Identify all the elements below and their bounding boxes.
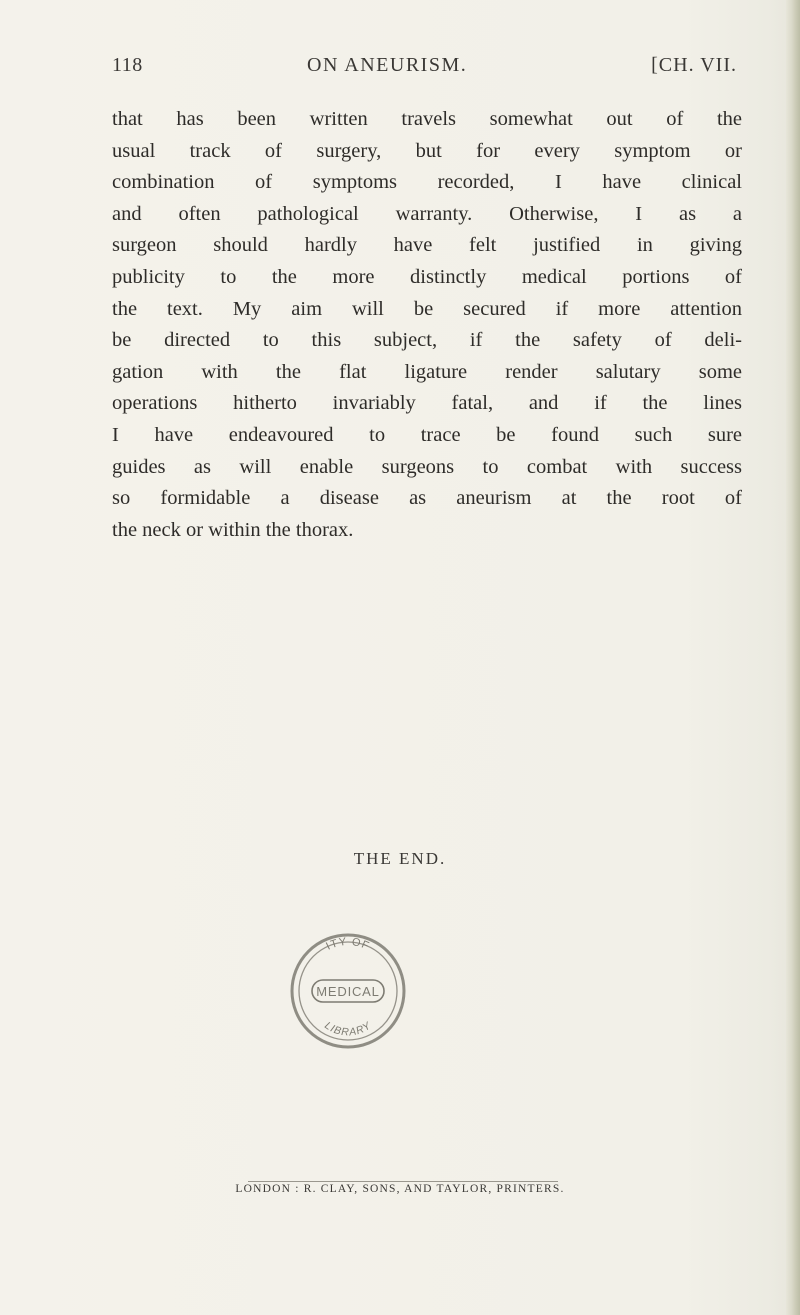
stamp-bottom-text: LIBRARY [322, 1019, 374, 1039]
text-line: be directed to this subject, if the safety of deli- [112, 329, 742, 352]
text-line: guides as will enable surgeons to combat with success [112, 455, 742, 478]
stamp-center-text: MEDICAL [316, 984, 380, 999]
text-line: operations hitherto invariably fatal, and if the lines [112, 392, 742, 415]
text-line: and often pathological warranty. Otherwise, I as a [112, 202, 742, 225]
stamp-top-text: ITY OF [324, 935, 372, 953]
running-title: ON ANEURISM. [307, 54, 468, 76]
end-mark: THE END. [353, 849, 447, 868]
imprint-rule [248, 1181, 558, 1182]
text-line: that has been written travels somewhat out of the [112, 108, 742, 130]
text-line: the text. My aim will be secured if more attention [112, 297, 742, 320]
text-line: gation with the flat ligature render salutary some [112, 360, 742, 383]
text-line: the neck or within the thorax. [112, 518, 354, 541]
chapter-reference: [CH. VII. [651, 54, 737, 76]
text-line: so formidable a disease as aneurism at the root of [112, 487, 742, 510]
page-edge [786, 0, 800, 1315]
text-line: surgeon should hardly have felt justified in giving [112, 234, 742, 257]
page-number: 118 [112, 54, 143, 76]
text-line: I have endeavoured to trace be found such sure [112, 423, 742, 446]
body-paragraph [112, 104, 742, 546]
text-line: usual track of surgery, but for every symptom or [112, 139, 742, 162]
text-line: combination of symptoms recorded, I have clinical [112, 171, 742, 194]
library-stamp [285, 928, 411, 1054]
text-line: publicity to the more distinctly medical portions of [112, 265, 742, 288]
running-head [112, 54, 737, 82]
printer-imprint: LONDON : R. CLAY, SONS, AND TAYLOR, PRINTERS. [235, 1183, 565, 1195]
